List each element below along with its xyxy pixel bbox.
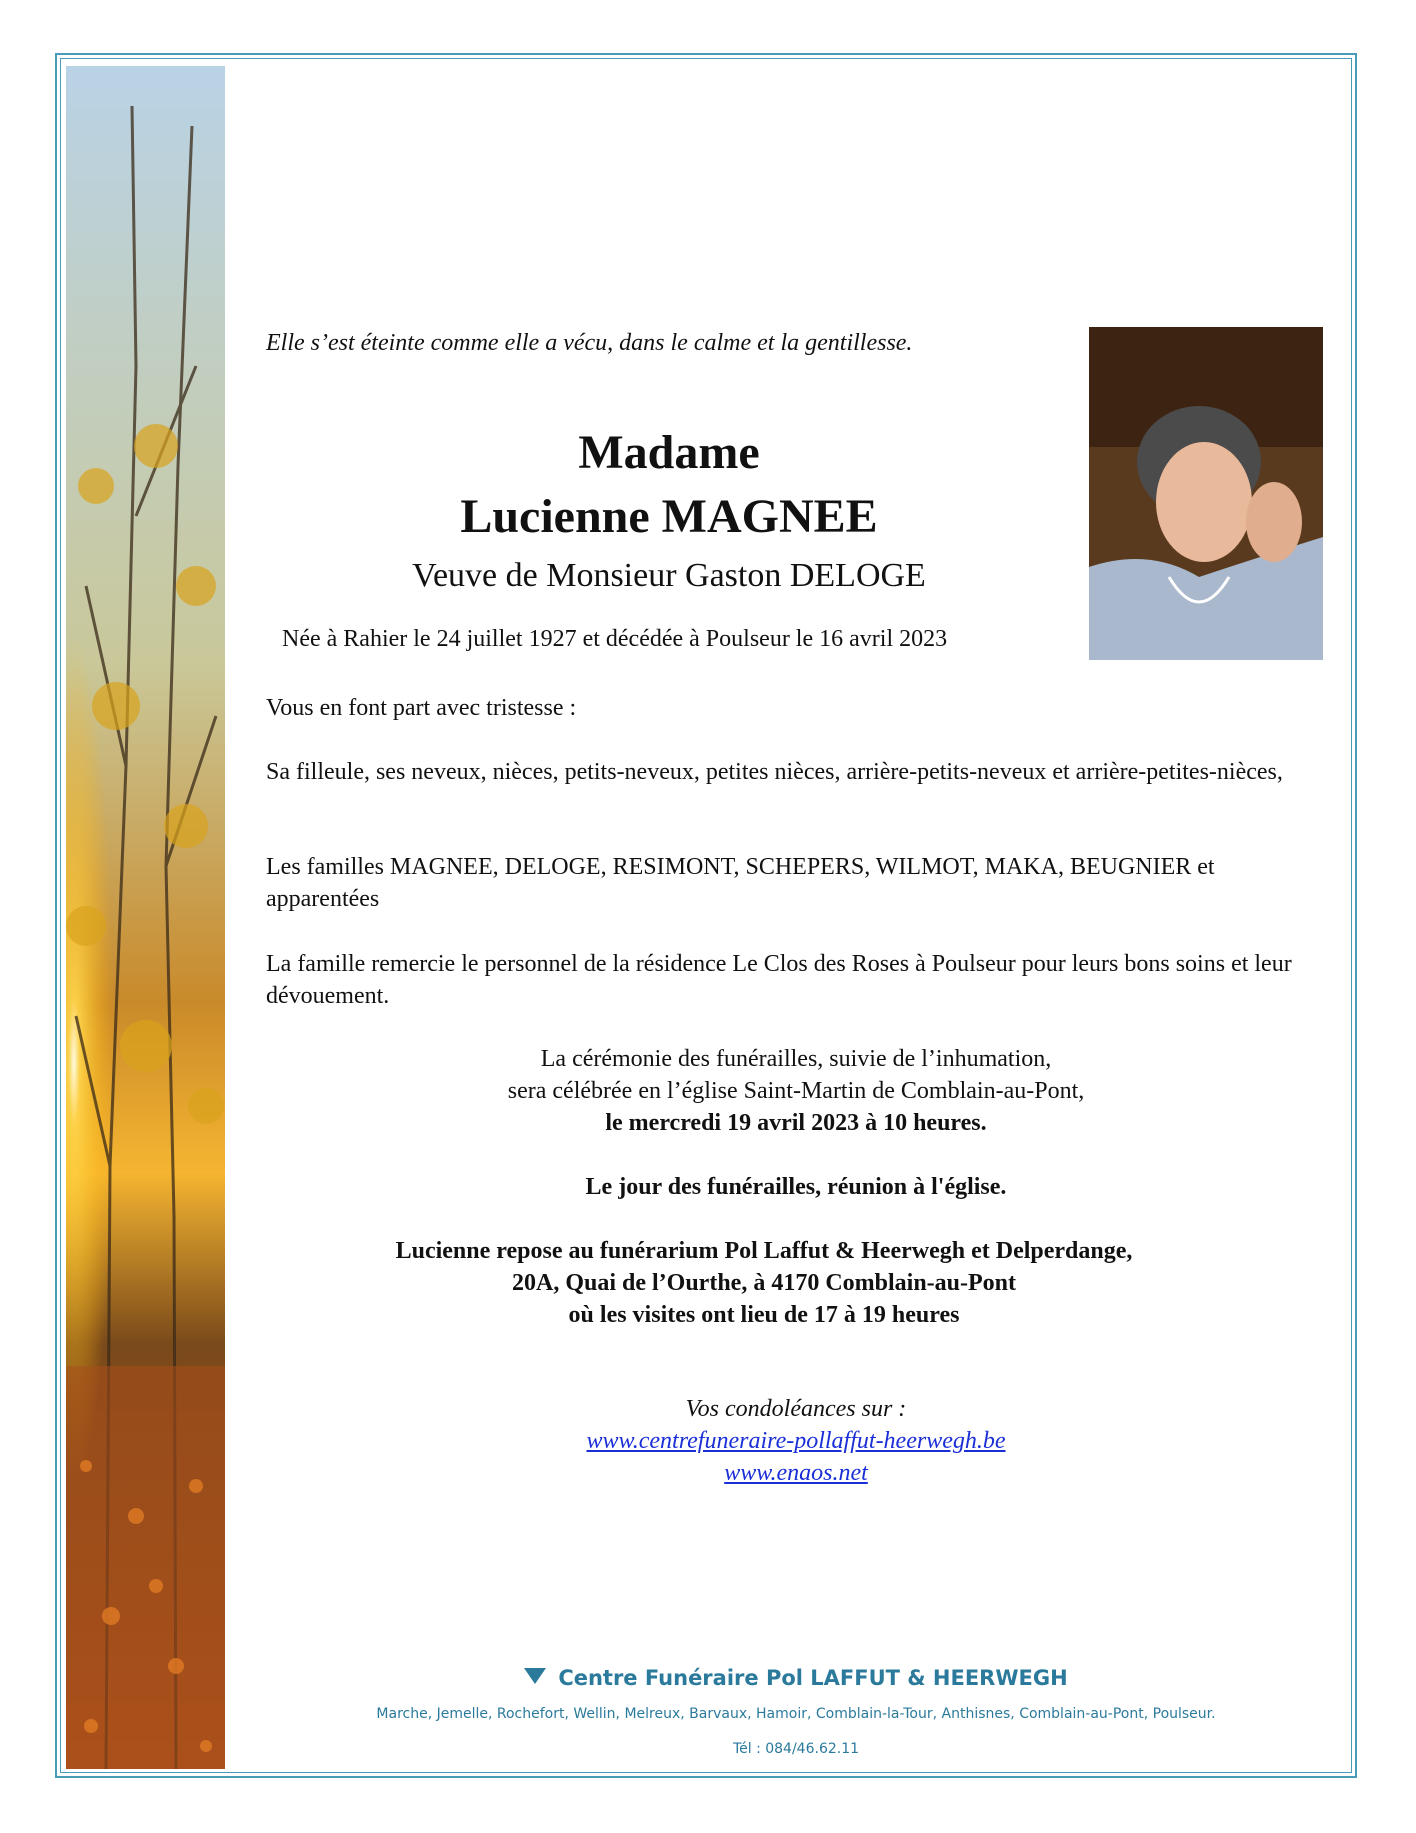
repose-address: 20A, Quai de l’Ourthe, à 4170 Comblain-au-Pont — [511, 1270, 1017, 1296]
condolences-label: Vos condoléances sur : — [685, 1396, 907, 1422]
triangle-down-icon — [524, 1668, 546, 1684]
family-line-godchildren: Sa filleule, ses neveux, nièces, petits-neveux, petites nièces, arrière-petits-neveux et arrière-petites-nièces, — [266, 759, 1283, 785]
footer-company — [266, 1666, 1326, 1690]
ceremony-line-1: La cérémonie des funérailles, suivie de l’inhumation, — [540, 1046, 1052, 1072]
repose-line-1: Lucienne repose au funérarium Pol Laffut & Heerwegh et Delperdange, — [395, 1238, 1133, 1264]
repose-visits: où les visites ont lieu de 17 à 19 heures — [568, 1302, 960, 1328]
ceremony-line-2: sera célébrée en l’église Saint-Martin de Comblain-au-Pont, — [507, 1078, 1085, 1104]
ceremony-date: le mercredi 19 avril 2023 à 10 heures. — [605, 1110, 987, 1136]
page-frame-inner — [60, 58, 1352, 1773]
ceremony-meeting: Le jour des funérailles, réunion à l'église. — [585, 1174, 1007, 1200]
family-line-families: Les familles MAGNEE, DELOGE, RESIMONT, SCHEPERS, WILMOT, MAKA, BEUGNIER et apparentées — [266, 854, 1215, 912]
deceased-name: Lucienne MAGNEE — [460, 490, 878, 543]
epigraph: Elle s’est éteinte comme elle a vécu, dans le calme et la gentillesse. — [266, 330, 913, 356]
footer-phone: Tél : 084/46.62.11 — [732, 1741, 860, 1757]
footer-company-name: Centre Funéraire Pol LAFFUT & HEERWEGH — [558, 1666, 1068, 1690]
condolences-link-enaos[interactable]: www.enaos.net — [724, 1460, 868, 1486]
widow-of: Veuve de Monsieur Gaston DELOGE — [412, 557, 926, 594]
footer-towns: Marche, Jemelle, Rochefort, Wellin, Melreux, Barvaux, Hamoir, Comblain-la-Tour, Anthisnes, Comblain-au-Pont, Poulseur. — [376, 1706, 1216, 1722]
deceased-title: Madame — [578, 426, 760, 479]
thanks-paragraph: La famille remercie le personnel de la résidence Le Clos des Roses à Poulseur pour leurs bons soins et leur dévouement. — [266, 951, 1292, 1009]
condolences-link-funeral-center[interactable]: www.centrefuneraire-pollaffut-heerwegh.be — [586, 1428, 1006, 1454]
birth-death-line: Née à Rahier le 24 juillet 1927 et décédée à Poulseur le 16 avril 2023 — [282, 626, 948, 652]
portrait-photo — [1089, 327, 1323, 660]
announcement: Vous en font part avec tristesse : — [266, 695, 577, 721]
autumn-forest-image — [66, 66, 225, 1769]
